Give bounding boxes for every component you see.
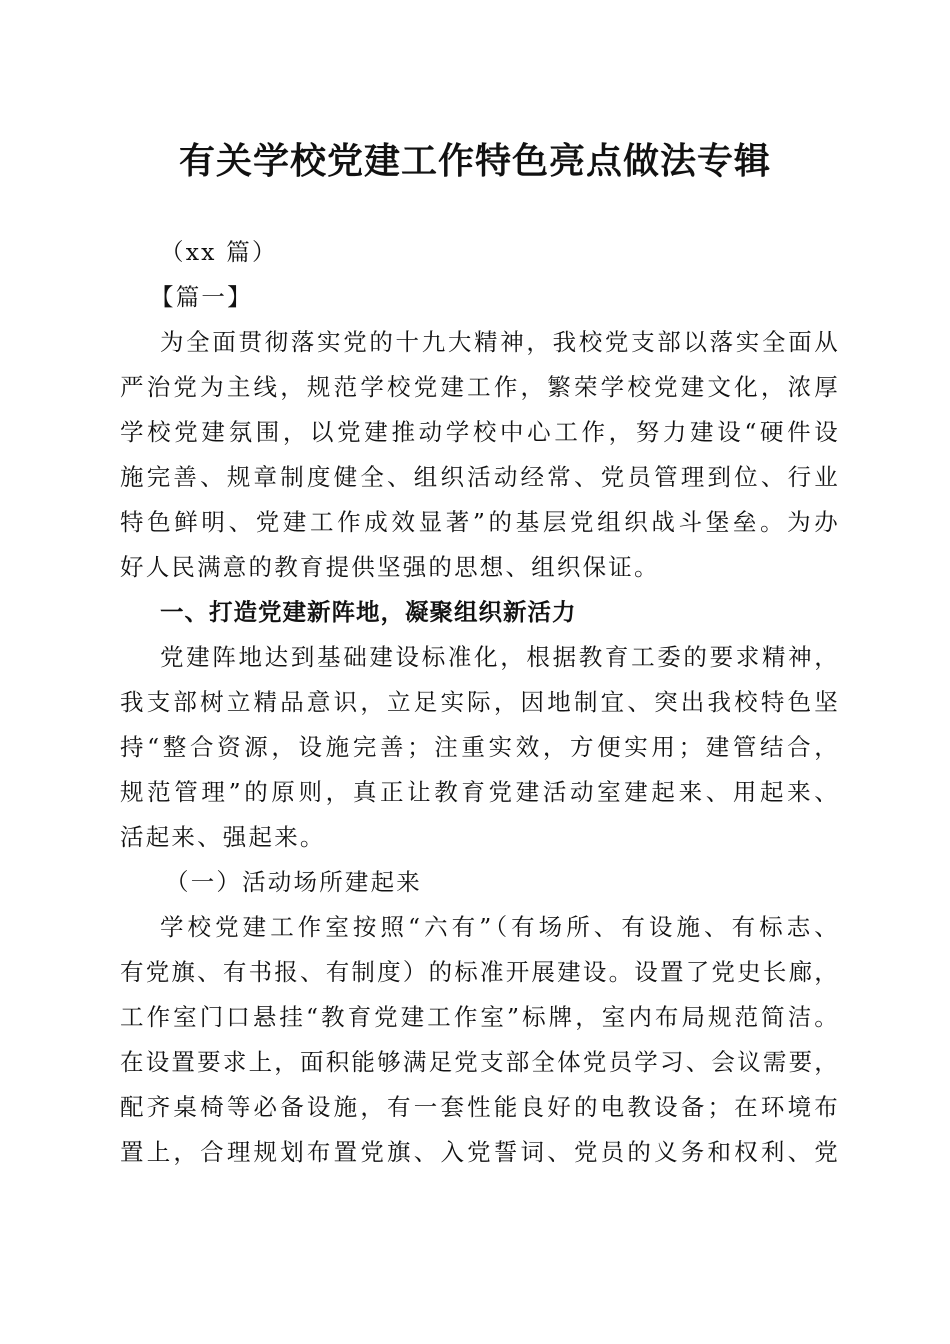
- paragraph-line: 好人民满意的教育提供坚强的思想、组织保证。: [120, 553, 660, 581]
- paragraph-line: 配齐桌椅等必备设施，有一套性能良好的电教设备；在环境布: [120, 1093, 840, 1121]
- paragraph-line: 为全面贯彻落实党的十九大精神，我校党支部以落实全面从: [160, 328, 840, 356]
- paragraph-line: 学校党建氛围，以党建推动学校中心工作，努力建设“硬件设: [120, 418, 840, 446]
- paragraph-line: 工作室门口悬挂“教育党建工作室”标牌，室内布局规范简洁。: [120, 1003, 840, 1031]
- paragraph-line: 置上，合理规划布置党旗、入党誓词、党员的义务和权利、党: [120, 1138, 840, 1166]
- document-title: 有关学校党建工作特色亮点做法专辑: [178, 140, 771, 182]
- paragraph-line: 施完善、规章制度健全、组织活动经常、党员管理到位、行业: [120, 463, 840, 491]
- paragraph-line: 持“整合资源，设施完善；注重实效，方便实用；建管结合，: [120, 733, 840, 761]
- paragraph-line: 有党旗、有书报、有制度）的标准开展建设。设置了党史长廊，: [120, 958, 840, 986]
- paragraph-line: 活起来、强起来。: [120, 823, 326, 851]
- paragraph-line: 严治党为主线，规范学校党建工作，繁荣学校党建文化，浓厚: [120, 373, 840, 401]
- section-heading: 一、打造党建新阵地，凝聚组织新活力: [160, 598, 577, 626]
- paragraph-line: 学校党建工作室按照“六有”（有场所、有设施、有标志、: [160, 913, 840, 941]
- paragraph-line: 在设置要求上，面积能够满足党支部全体党员学习、会议需要，: [120, 1048, 840, 1076]
- paragraph-line: 特色鲜明、党建工作成效显著”的基层党组织战斗堡垒。为办: [120, 508, 840, 536]
- paragraph-line: 党建阵地达到基础建设标准化，根据教育工委的要求精神，: [160, 643, 840, 671]
- paragraph-line: 我支部树立精品意识，立足实际，因地制宜、突出我校特色坚: [120, 688, 840, 716]
- paragraph-line: 规范管理”的原则，真正让教育党建活动室建起来、用起来、: [120, 778, 840, 806]
- sub-heading: （一）活动场所建起来: [165, 868, 422, 896]
- count-note: （xx 篇）: [160, 238, 278, 266]
- section-label: 【篇一】: [150, 283, 253, 311]
